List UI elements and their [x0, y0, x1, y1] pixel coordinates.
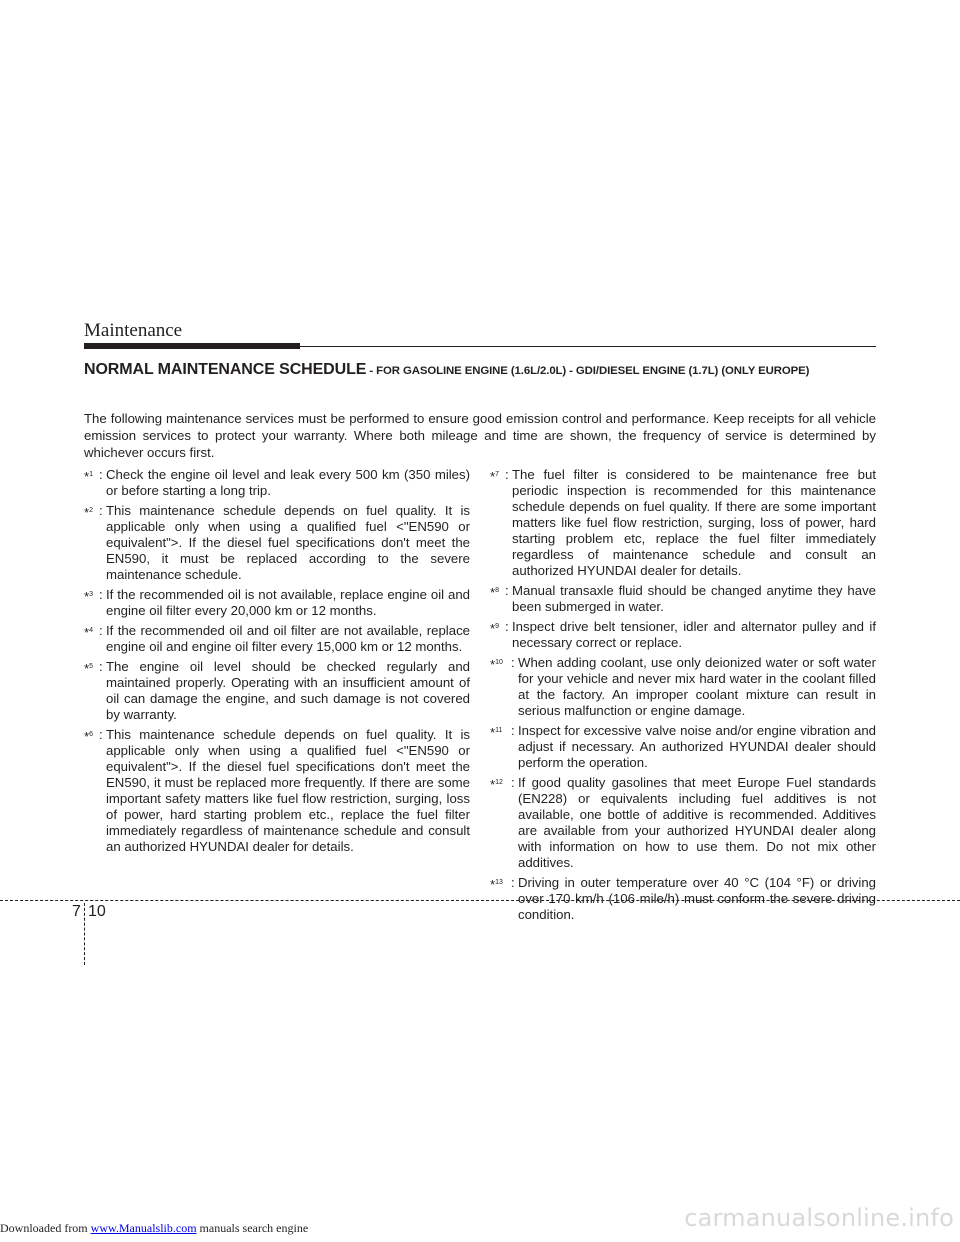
- footnote-item: [490, 723, 876, 771]
- manualslib-link[interactable]: www.Manualslib.com: [90, 1221, 197, 1235]
- footnote-marker: [84, 467, 93, 485]
- footnote-text: The engine oil level should be checked regularly and maintained properly. Operating with an insufficient amount of oil can damage the engine, and such damage is not covered by warranty.: [106, 659, 470, 722]
- footnote-colon: :: [511, 655, 515, 670]
- download-prefix: Downloaded from: [0, 1221, 91, 1235]
- footnote-number: 12: [495, 779, 503, 786]
- footnote-number: 13: [495, 879, 503, 886]
- footnote-colon: :: [99, 727, 103, 742]
- footnote-asterisk: *: [490, 469, 496, 484]
- chapter-number: 7: [72, 903, 81, 920]
- footnote-marker: [84, 727, 93, 745]
- footnote-number: 8: [495, 587, 500, 594]
- footnote-marker: [490, 723, 502, 741]
- footnote-item: [490, 875, 876, 923]
- footnote-colon: :: [99, 587, 103, 602]
- footnote-colon: :: [511, 775, 515, 790]
- footnote-asterisk: *: [84, 729, 90, 744]
- footnote-text: This maintenance schedule depends on fuel quality. It is applicable only when using a qualified fuel <"EN590 or equivalent">. If the diesel fuel specifications don't meet the EN590, it must be replaced according to the severe maintenance schedule.: [106, 503, 470, 582]
- footnote-item: [84, 623, 470, 655]
- footnote-colon: :: [511, 875, 515, 890]
- footnote-text: Check the engine oil level and leak every 500 km (350 miles) or before starting a long trip.: [106, 467, 470, 498]
- footnote-marker: [84, 659, 93, 677]
- footnote-number: 1: [89, 471, 94, 478]
- footnote-text: If good quality gasolines that meet Europe Fuel standards (EN228) or equivalents including fuel additives is not available, one bottle of additive is recommended. Additives are available from your authorized HYUNDAI dealer along with information on how to use them. Do not mix other additives.: [518, 775, 876, 870]
- download-suffix: manuals search engine: [196, 1221, 309, 1235]
- footnote-marker: [490, 467, 499, 485]
- footnote-asterisk: *: [490, 585, 496, 600]
- footnote-asterisk: *: [84, 505, 90, 520]
- footnote-item: [84, 503, 470, 583]
- footnote-colon: :: [99, 467, 103, 482]
- footnote-marker: [84, 623, 93, 641]
- notes-left-column: [84, 467, 470, 859]
- download-notice: [0, 1221, 308, 1236]
- footnote-text: This maintenance schedule depends on fuel quality. It is applicable only when using a qualified fuel <"EN590 or equivalent">. If the diesel fuel specifications don't meet the EN590, it must be replaced more frequently. If there are some important safety matters like fuel flow restriction, surging, loss of power, hard starting problem etc., replace the fuel filter immediately regardless of maintenance schedule and consult an authorized HYUNDAI dealer for details.: [106, 727, 470, 854]
- footnote-item: [490, 619, 876, 651]
- footnote-asterisk: *: [490, 657, 496, 672]
- footnote-text: If the recommended oil and oil filter are not available, replace engine oil and engine oil filter every 15,000 km or 12 months.: [106, 623, 470, 654]
- footnote-item: [84, 659, 470, 723]
- footnote-number: 9: [495, 623, 500, 630]
- footnote-marker: [490, 583, 499, 601]
- footnote-number: 6: [89, 731, 94, 738]
- notes-right-column: [490, 467, 876, 927]
- footnote-text: Inspect for excessive valve noise and/or engine vibration and adjust if necessary. An authorized HYUNDAI dealer should perform the operation.: [518, 723, 876, 770]
- footnote-marker: [490, 655, 503, 673]
- footer-divider: [84, 903, 85, 965]
- footnote-asterisk: *: [84, 625, 90, 640]
- footnote-item: [84, 467, 470, 499]
- footnote-number: 7: [495, 471, 500, 478]
- footnote-asterisk: *: [84, 661, 90, 676]
- footnote-colon: :: [99, 623, 103, 638]
- footnote-colon: :: [99, 659, 103, 674]
- footnote-number: 5: [89, 663, 94, 670]
- section-title: [84, 361, 884, 379]
- section-title-sub: - FOR GASOLINE ENGINE (1.6L/2.0L) - GDI/DIESEL ENGINE (1.7L) (ONLY EUROPE): [366, 365, 810, 377]
- footnote-marker: [490, 775, 503, 793]
- footnote-text: The fuel filter is considered to be maintenance free but periodic inspection is recommended for this maintenance schedule depends on fuel quality. If there are some important matters like fuel flow restriction, surging, loss of power, hard starting problem etc, replace the fuel filter immediately regardless of maintenance schedule and consult an authorized HYUNDAI dealer for details.: [512, 467, 876, 578]
- footnote-marker: [490, 619, 499, 637]
- footnote-asterisk: *: [490, 725, 496, 740]
- footnote-item: [84, 727, 470, 855]
- footnote-text: Driving in outer temperature over 40 °C (104 °F) or driving over 170 km/h (106 mile/h) must conform the severe driving condition.: [518, 875, 876, 922]
- footnote-colon: :: [99, 503, 103, 518]
- intro-paragraph: The following maintenance services must be performed to ensure good emission control and performance. Keep receipts for all vehicle emission services to protect your warranty. Where both mileage and time are shown, the frequency of service is determined by whichever occurs first.: [84, 411, 876, 460]
- footnote-colon: :: [505, 583, 509, 598]
- footnote-colon: :: [505, 467, 509, 482]
- footnote-marker: [84, 587, 93, 605]
- header-rule: [84, 346, 876, 347]
- footnote-text: When adding coolant, use only deionized water or soft water for your vehicle and never mix hard water in the coolant filled at the factory. An improper coolant mixture can result in serious malfunction or engine damage.: [518, 655, 876, 718]
- page-header-title: Maintenance: [84, 320, 183, 341]
- footnote-asterisk: *: [490, 621, 496, 636]
- footnote-colon: :: [505, 619, 509, 634]
- footnote-item: [490, 655, 876, 719]
- footnote-item: [490, 775, 876, 871]
- footnote-item: [84, 587, 470, 619]
- section-title-main: NORMAL MAINTENANCE SCHEDULE: [84, 361, 367, 378]
- footnote-marker: [84, 503, 93, 521]
- footnote-number: 4: [89, 627, 94, 634]
- footnote-asterisk: *: [84, 469, 90, 484]
- footnote-marker: [490, 875, 503, 893]
- footnote-number: 2: [89, 507, 94, 514]
- footnote-text: Inspect drive belt tensioner, idler and alternator pulley and if necessary correct or replace.: [512, 619, 876, 650]
- footnote-asterisk: *: [490, 877, 496, 892]
- watermark: carmanualsonline.info: [684, 1204, 954, 1232]
- page-number: 10: [88, 903, 106, 920]
- footnote-item: [490, 583, 876, 615]
- footnote-asterisk: *: [490, 777, 496, 792]
- footnote-colon: :: [511, 723, 515, 738]
- footnote-number: 3: [89, 591, 94, 598]
- footnote-asterisk: *: [84, 589, 90, 604]
- footnote-text: If the recommended oil is not available, replace engine oil and engine oil filter every 20,000 km or 12 months.: [106, 587, 470, 618]
- footnote-number: 11: [495, 727, 503, 734]
- footnote-text: Manual transaxle fluid should be changed anytime they have been submerged in water.: [512, 583, 876, 614]
- footnote-item: [490, 467, 876, 579]
- footnote-number: 10: [495, 659, 503, 666]
- footer-rule: [0, 900, 960, 901]
